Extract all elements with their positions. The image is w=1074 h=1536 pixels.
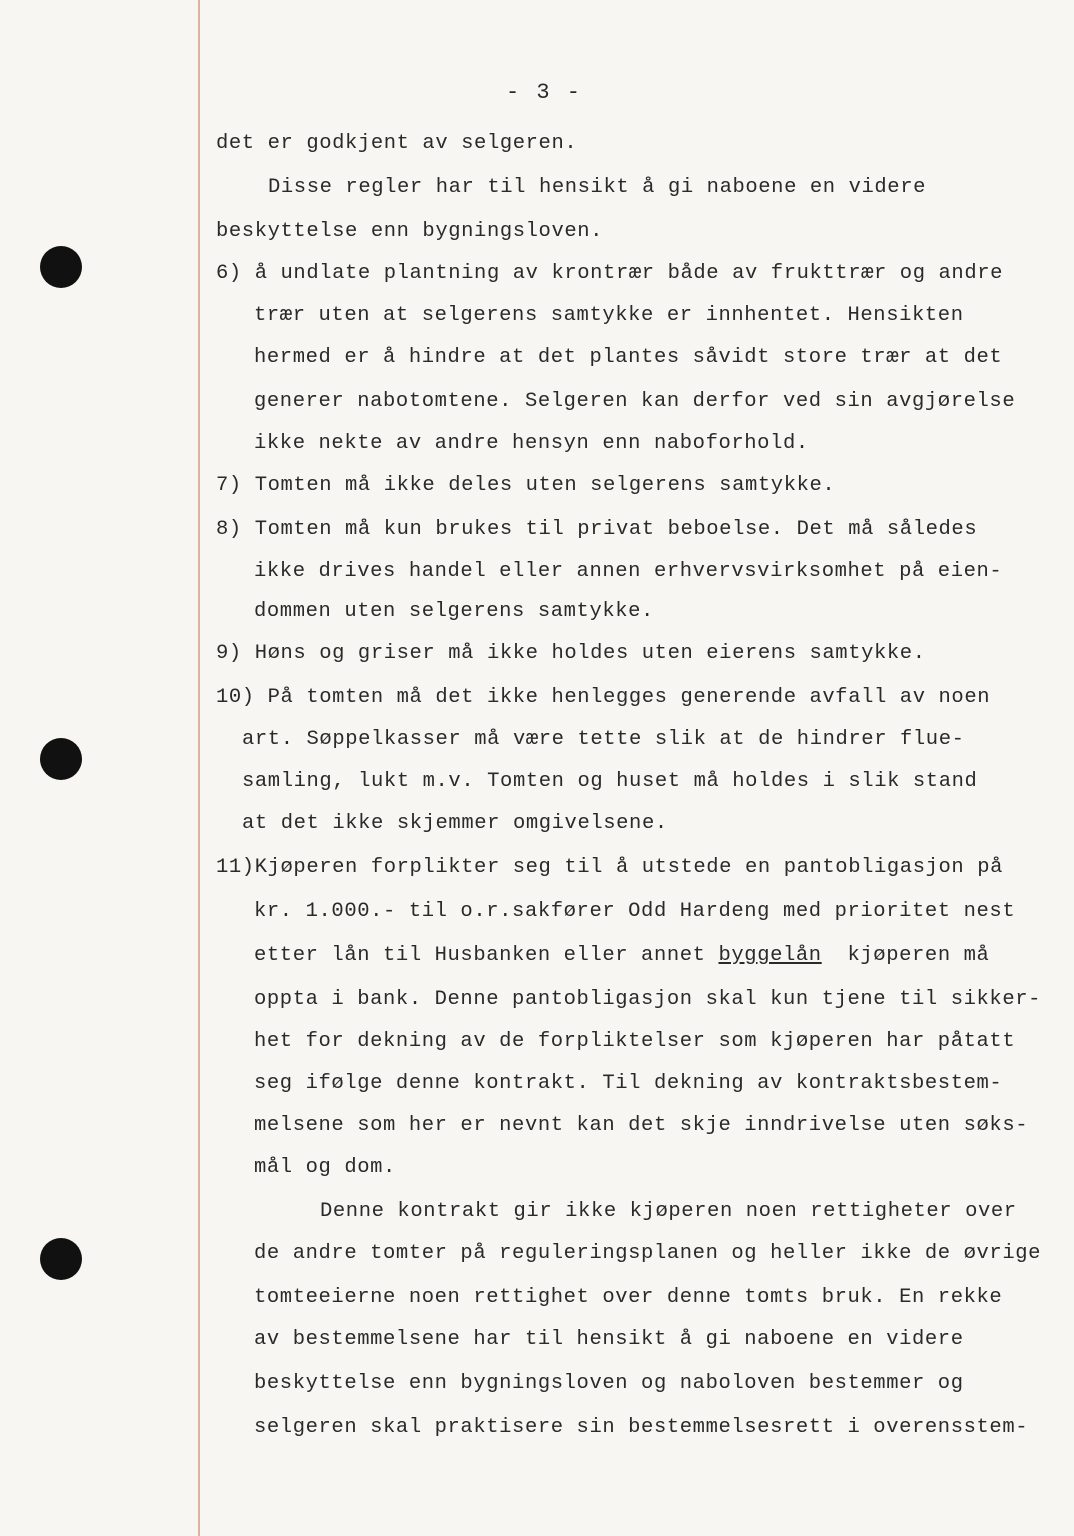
- punch-hole: [40, 738, 82, 780]
- text-line: art. Søppelkasser må være tette slik at de hindrer flue-: [242, 728, 965, 751]
- text-line: Denne kontrakt gir ikke kjøperen noen rettigheter over: [320, 1200, 1017, 1223]
- text-line: trær uten at selgerens samtykke er innhentet. Hensikten: [254, 304, 964, 327]
- text-line: [254, 946, 989, 967]
- text-line: mål og dom.: [254, 1156, 396, 1179]
- text-line: ikke nekte av andre hensyn enn naboforhold.: [254, 432, 809, 455]
- text-line: de andre tomter på reguleringsplanen og heller ikke de øvrige: [254, 1242, 1042, 1265]
- underlined-word: byggelån: [718, 944, 822, 967]
- text-line: selgeren skal praktisere sin bestemmelsesrett i overensstem-: [254, 1416, 1029, 1439]
- text-line: 10) På tomten må det ikke henlegges generende avfall av noen: [216, 686, 991, 709]
- text-line: ikke drives handel eller annen erhvervsvirksomhet på eien-: [254, 560, 1003, 583]
- text-line: tomteeierne noen rettighet over denne tomts bruk. En rekke: [254, 1286, 1003, 1309]
- text-line: generer nabotomtene. Selgeren kan derfor ved sin avgjørelse: [254, 390, 1016, 413]
- text-line: oppta i bank. Denne pantobligasjon skal kun tjene til sikker-: [254, 988, 1042, 1011]
- text-line: det er godkjent av selgeren.: [216, 132, 578, 155]
- text-fragment: kjøperen må: [821, 944, 990, 967]
- text-fragment: etter lån til Husbanken eller annet: [254, 944, 719, 967]
- text-line: melsene som her er nevnt kan det skje inndrivelse uten søks-: [254, 1114, 1029, 1137]
- text-line: 7) Tomten må ikke deles uten selgerens samtykke.: [216, 474, 836, 497]
- text-line: 11)Kjøperen forplikter seg til å utstede en pantobligasjon på: [216, 856, 1004, 879]
- text-line: kr. 1.000.- til o.r.sakfører Odd Hardeng med prioritet nest: [254, 900, 1016, 923]
- text-line: av bestemmelsene har til hensikt å gi naboene en videre: [254, 1328, 964, 1351]
- punch-hole: [40, 246, 82, 288]
- text-line: beskyttelse enn bygningsloven.: [216, 220, 604, 243]
- page-number: - 3 -: [506, 80, 583, 105]
- margin-rule: [198, 0, 200, 1536]
- text-line: Disse regler har til hensikt å gi naboene en videre: [268, 176, 927, 199]
- text-line: seg ifølge denne kontrakt. Til dekning av kontraktsbestem-: [254, 1072, 1003, 1095]
- text-line: het for dekning av de forpliktelser som kjøperen har påtatt: [254, 1030, 1016, 1053]
- text-line: dommen uten selgerens samtykke.: [254, 600, 654, 623]
- text-line: at det ikke skjemmer omgivelsene.: [242, 812, 668, 835]
- text-line: samling, lukt m.v. Tomten og huset må holdes i slik stand: [242, 770, 978, 793]
- text-line: beskyttelse enn bygningsloven og naboloven bestemmer og: [254, 1372, 964, 1395]
- punch-hole: [40, 1238, 82, 1280]
- text-line: 9) Høns og griser må ikke holdes uten eierens samtykke.: [216, 642, 926, 665]
- text-line: hermed er å hindre at det plantes såvidt store trær at det: [254, 346, 1003, 369]
- text-line: 8) Tomten må kun brukes til privat beboelse. Det må således: [216, 518, 978, 541]
- text-line: 6) å undlate plantning av krontrær både av frukttrær og andre: [216, 262, 1004, 285]
